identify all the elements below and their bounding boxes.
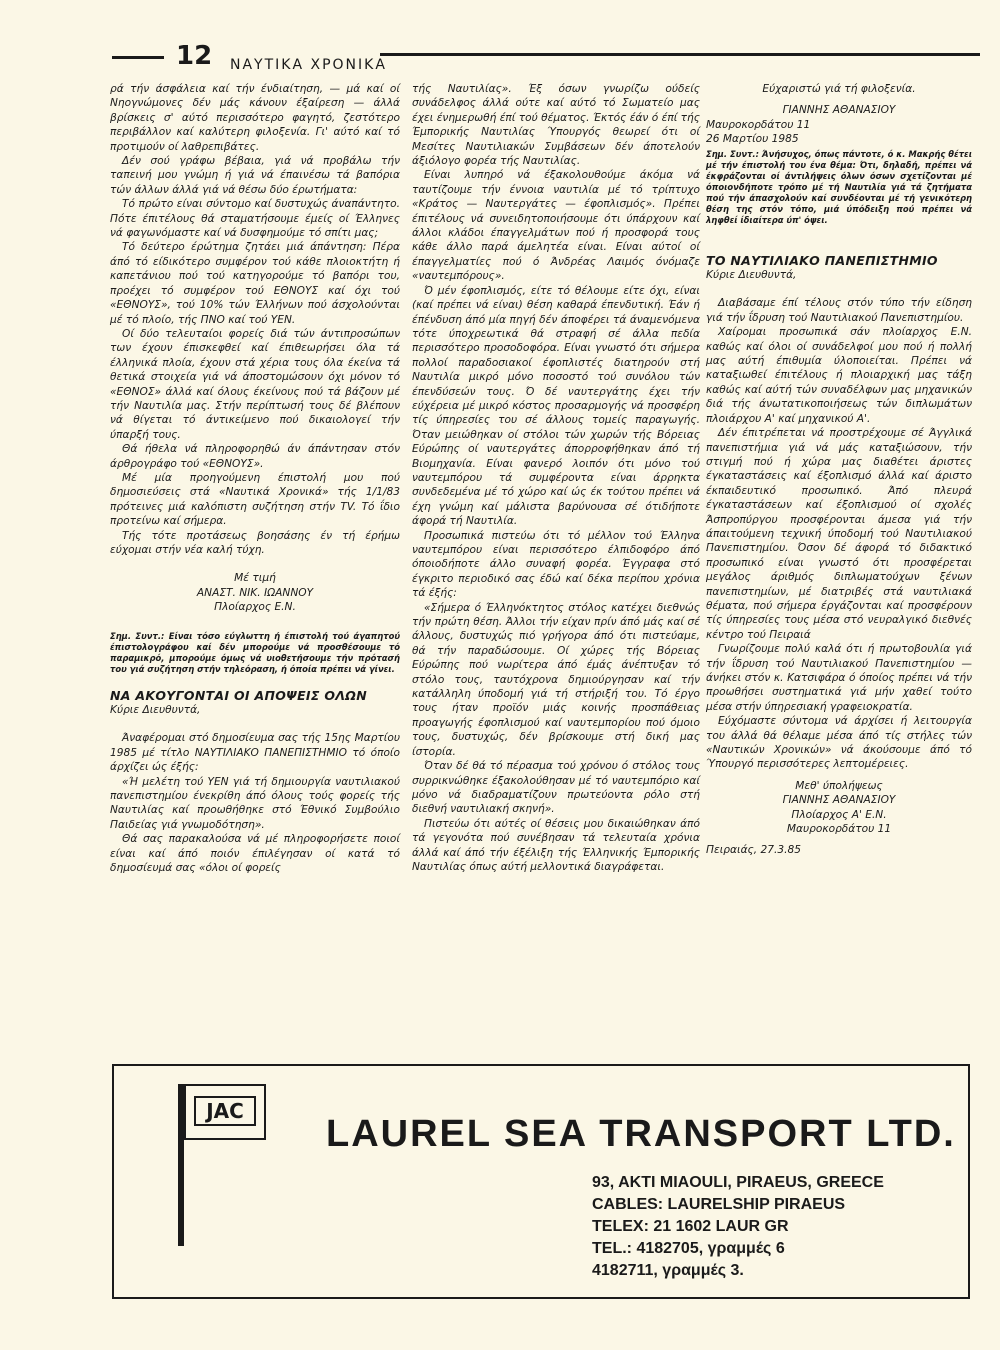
column-3 — [706, 82, 972, 858]
signature-name: ΓΙΑΝΝΗΣ ΑΘΑΝΑΣΙΟΥ — [782, 794, 896, 807]
signature-title: Πλοίαρχος Ε.Ν. — [214, 601, 296, 614]
paragraph: τής Ναυτιλίας». Έξ όσων γνωρίζω ούδείς συνάδελφος άλλά ούτε καί αύτό τό Σωματείο μας έχει ένημερωθή έπί τού θέματος. Έκτός έάν ό έπί τής Έμπορικής Ναυτιλίας Ύπουργός θεωρεί ότι οί Μεσίτες Ναυτιλιακών Συμβάσεων δέν άποτελούν άξιόλογο φορέα τής Ναυτιλίας. — [412, 83, 700, 168]
salutation: Κύριε Διευθυντά, — [110, 704, 201, 717]
paragraph: Δέν σού γράφω βέβαια, γιά νά προβάλω τήν ταπεινή μου γνώμη ή γιά νά έπαινέσω τά βαπόρια τών άλλων άλλά γιά νά θέσω δύο έρωτήματα: — [110, 155, 400, 196]
signature-address: Μαυροκορδάτου 11 — [786, 823, 892, 836]
paragraph: Πιστεύω ότι αύτές οί θέσεις μου δικαιώθηκαν άπό τά γεγονότα πού συνέβησαν τά τελευταία χρόνια άλλά καί άπό τήν έξέλιξη τής Έλληνικής Έμπορικής Ναυτιλίας όπως αύτή μελλοντικά διαγράφεται. — [412, 817, 700, 873]
letter-closing: Μέ τιμή — [234, 572, 276, 585]
company-tel-1: TEL.: 4182705, γραμμές 6 — [592, 1240, 785, 1257]
place-date: Πειραιάς, 27.3.85 — [706, 844, 801, 857]
signature-name: ΓΙΑΝΝΗΣ ΑΘΑΝΑΣΙΟΥ — [782, 104, 896, 117]
thanks-line: Εύχαριστώ γιά τή φιλοξενία. — [762, 83, 916, 95]
company-name: LAUREL SEA TRANSPORT LTD. — [326, 1113, 956, 1155]
paragraph: Γνωρίζουμε πολύ καλά ότι ή πρωτοβουλία γιά τήν ΐδρυση τού Ναυτιλιακού Πανεπιστημίου — άνήκει στόν κ. Κατσιφάρα ό όποίος πρέπει νά τήν προωθήσει συστηματικά γιά μήν χαθεί τούτο μέσα στήν ύπηρεσιακή γραφειοκρατία. — [706, 643, 972, 713]
signature-address: Μαυροκορδάτου 11 — [706, 118, 811, 131]
advertisement-box — [112, 1064, 970, 1299]
column-1 — [110, 82, 400, 876]
paragraph: Άναφέρομαι στό δημοσίευμα σας τής 15ης Μαρτίου 1985 μέ τίτλο ΝΑΥΤΙΛΙΑΚΟ ΠΑΝΕΠΙΣΤΗΜΙΟ τό όποίο άρχίζει ώς έξής: — [110, 732, 400, 774]
paragraph: Εύχόμαστε σύντομα νά άρχίσει ή λειτουργία του άλλά θά θέλαμε μέσα άπό τίς στήλες τών «Ναυτικών Χρονικών» νά άκούσουμε άπό τό Ύπουργό περισσότερες λεπτομέρειες. — [706, 715, 972, 771]
header-rule-right — [380, 53, 980, 56]
paragraph: Τό δεύτερο έρώτημα ζητάει μιά άπάντηση: Πέρα άπό τό είδικότερο συμφέρον τού κάθε πλοιοκτήτη ή καπετάνιου πού τού κατηγορούμε τό βαπόρι του, προέχει τό συμφέρον τού ΕΘΝΟΥΣ καί όχι τού «ΕΘΝΟΥΣ», τού 10% τών Έλλήνων πού άσχολούνται μέ τό πλοίο, τής ΠΝΟ καί τού ΥΕΝ. — [110, 241, 400, 326]
publication-title: ΝΑΥΤΙΚΑ ΧΡΟΝΙΚΑ — [230, 57, 387, 73]
salutation: Κύριε Διευθυντά, — [706, 269, 797, 282]
paragraph: Προσωπικά πιστεύω ότι τό μέλλον τού Έλληνα ναυτεμπόρου είναι περισσότερο έλπιδοφόρο άπό όποιοδήποτε άλλο συναφή φορέα. Έγγραφα στό έγκριτο περιοδικό σας έδώ καί δέκα περίπου χρόνια τά έξής: — [412, 529, 700, 600]
editor-note: Σημ. Συντ.: Είναι τόσο εύγλωττη ή έπιστολή τού άγαπητού έπιστολογράφου καί δέν μπορούμε νά προσθέσουμε τό παραμικρό, μπορούμε όμως νά υιοθετήσουμε τήν πρότασή του γιά συζήτηση στήν τηλεόραση, ή όποία πρέπει νά γίνει. — [110, 630, 400, 674]
header-rule-left — [112, 56, 164, 59]
signature-title: Πλοίαρχος Α' Ε.Ν. — [791, 808, 887, 821]
paragraph: Όταν δέ θά τό πέρασμα τού χρόνου ό στόλος τους συρρικνώθηκε έξακολούθησαν μέ τό ναυτεμπόριο καί μόνο νά διαδραματίζουν πρωτεύοντα ρόλο στή διεθνή ναυτιλιακή σκηνή». — [412, 760, 700, 816]
company-address: 93, AKTI MIAOULI, PIRAEUS, GREECE — [592, 1174, 884, 1191]
paragraph: ρά τήν άσφάλεια καί τήν ένδιαίτηση, — μά καί οί Νηογνώμονες δέν μάς κάνουν έξαίρεση — άλλά βρίσκεις σ' αύτό περισσότερο φαγητό, ζεστότερο περιβάλλον καί καλύτερη φιλοξενία. Γι' αύτό καί τό προτιμούν οί λαθρεπιβάτες. — [110, 83, 400, 153]
paragraph: Θά ήθελα νά πληροφορηθώ άν άπάντησαν στόν άρθρογράφο τού «ΕΘΝΟΥΣ». — [110, 443, 400, 470]
company-logo: JAC — [194, 1096, 256, 1126]
paragraph: Μέ μία προηγούμενη έπιστολή μου πού δημοσιεύσεις στά «Ναυτικά Χρονικά» τής 1/1/83 πρότεινες μιά καλόπιστη συζήτηση στήν TV. Τό ΐδιο προτείνω καί σήμερα. — [110, 471, 400, 528]
paragraph: Θά σας παρακαλούσα νά μέ πληροφορήσετε ποιοί είναι καί άπό ποιόν έπιλέγησαν οί κατά τό δημοσίευμά σας «όλοι οί φορείς — [110, 833, 400, 875]
editor-note: Σημ. Συντ.: Άνήσυχος, όπως πάντοτε, ό κ. Μακρής θέτει μέ τήν έπιστολή του ένα θέμα: Ότι, δηλαδή, πρέπει νά έκφράζονται οί άντιλήψεις όλων όσων σχετίζονται μέ όποιονδήποτε τρόπο μέ τή Ναυτιλία γιά τά ζητήματα πού τήν άπασχολούν καί συνδέονται μέ τή γενικότερη θέση της στόν τόπο, μιά ύπόδειξη πού πρέπει νά ληφθεί ίδιαίτερα ύπ' όψει. — [706, 148, 972, 225]
paragraph: Δέν έπιτρέπεται νά προστρέχουμε σέ Άγγλικά πανεπιστήμια γιά νά μάς καταξιώσουν, τήν στιγμή πού ή χώρα μας διαθέτει άριστες έγκαταστάσεις καί έξοπλισμό άλλά καί άριστο έκπαιδευτικό προσωπικό. Άπό πλευρά έγκαταστάσεων καί έξοπλισμού οί σχολές Άσπροπύργου προσφέρονται άμεσα γιά τήν άπαιτούμενη τεχνική ύποδομή τού Ναυτιλιακού Πανεπιστημίου. Όσον δέ άφορά τό διδακτικό προσωπικό είναι γνωστό ότι προσφέρεται μεγάλος άριθμός διπλωματούχων ξένων πανεπιστημίων, μέ διατριβές στά ναυτιλιακά θέματα, πού σήμερα έργάζονται καί προσφέρουν τίς ύπηρεσίες τους μέσα στό νευραλγικό διεθνές κέντρο τού Πειραιά — [706, 427, 972, 641]
page-number: 12 — [176, 41, 213, 71]
article-heading: ΝΑ ΑΚΟΥΓΟΝΤΑΙ ΟΙ ΑΠΟΨΕΙΣ ΟΛΩΝ — [110, 687, 367, 703]
paragraph: «Σήμερα ό Έλληνόκτητος στόλος κατέχει διεθνώς τήν πρώτη θέση. Άλλοι τήν είχαν πρίν άπό μάς καί σέ άλλους, δυστυχώς πιό γρήγορα άπό ότι πιστεύαμε, θά τήν παραδώσουμε. Οί χώρες τής Βόρειας Εύρώπης πού νωρίτερα άπό έμάς άνέπτυξαν τό στόλο τους, ταυτόχρονα δημιούργησαν καί τήν κατάλληλη ύποδομή γιά τή στήριξή του. Τό έργο τους ήταν προϊόν μιάς κοινής προσπάθειας προαγωγής έφοπλισμού καί ναυτεμπορίου πού όμοιο τους, δυστυχώς, δέν βρίσκουμε στή δική μας ίστορία. — [412, 601, 700, 758]
signature-name: ΑΝΑΣΤ. ΝΙΚ. ΙΩΑΝΝΟΥ — [196, 586, 314, 599]
paragraph: Τό πρώτο είναι σύντομο καί δυστυχώς άναπάντητο. Πότε έπιτέλους θά σταματήσουμε έμείς οί Έλληνες νά φαγωνόμαστε καί νά δυσφημούμε τό σπίτι μας; — [110, 198, 400, 240]
paragraph: Είναι λυπηρό νά έξακολουθούμε άκόμα νά ταυτίζουμε τήν έννοια ναυτιλία μέ τό τρίπτυχο «Κράτος — Ναυτεργάτες — έφοπλισμός». Πρέπει έπιτέλους νά συνειδητοποιήσουμε ότι ύπάρχουν καί άλλοι κλάδοι έπαγγελμάτων πού ή προσφορά τους κάθε άλλο παρά άμελητέα είναι. Είναι αύτοί οί έπαγγελματίες πού ό Άνδρέας Λαιμός όνόμαζε «ναυτεμπόρους». — [412, 169, 700, 283]
paragraph: «Ή μελέτη τού ΥΕΝ γιά τή δημιουργία ναυτιλιακού πανεπιστημίου ένεκρίθη άπό όλους τούς φορείς τής Ναυτιλίας καί προωθήθηκε στό Έθνικό Συμβούλιο Παιδείας γιά γνωμοδότηση». — [110, 775, 400, 831]
article-heading: ΤΟ ΝΑΥΤΙΛΙΑΚΟ ΠΑΝΕΠΙΣΤΗΜΙΟ — [706, 252, 938, 268]
paragraph: Τής τότε προτάσεως βοησάσης έν τή έρήμω εύχομαι στήν νέα καλή τύχη. — [110, 529, 400, 556]
company-telex: TELEX: 21 1602 LAUR GR — [592, 1218, 789, 1235]
contact-block — [592, 1172, 884, 1282]
page-header — [112, 42, 980, 82]
company-tel-2: 4182711, γραμμές 3. — [592, 1262, 744, 1279]
column-2 — [412, 82, 700, 874]
paragraph: Ό μέν έφοπλισμός, είτε τό θέλουμε είτε όχι, είναι (καί πρέπει νά είναι) θέση καθαρά έπενδυτική. Έάν ή έπένδυση άπό μία πηγή δέν άποφέρει τά άναμενόμενα τότε ύποχρεωτικά θά στραφή σέ άλλα πεδία περισσότερο προσοδοφόρα. Είναι γνωστό ότι σήμερα πολλοί παραδοσιακοί έφοπλιστές διατηρούν στή Ναυτιλία μικρό μόνο ποσοστό τού συνόλου τών έπενδύσεών τους. Ό δέ ναυτεργάτης έχει τήν εύχέρεια μέ μικρό κόστος προσαρμογής νά προσφέρη τίς ύπηρεσίες του σέ άλλους τομείς παραγωγής. Όταν μειώθηκαν οί στόλοι τών χωρών τής Βόρειας Εύρώπης οί ναυτεργάτες άπορροφήθηκαν άπό τή Βιομηχανία. Είναι φανερό λοιπόν ότι μόνο τού ναυτεμπόρου τά συμφέροντα είναι άρρηκτα συνδεδεμένα μέ τό χώρο καί ώς έκ τούτου πρέπει νά έχη γνώμη καί μάλιστα βαρύνουσα σέ ότιδήποτε άφορά τή Ναυτιλία. — [412, 284, 700, 528]
paragraph: Διαβάσαμε έπί τέλους στόν τύπο τήν είδηση γιά τήν ΐδρυση τού Ναυτιλιακού Πανεπιστημίου. — [706, 297, 972, 324]
paragraph: Χαίρομαι προσωπικά σάν πλοίαρχος Ε.Ν. καθώς καί όλοι οί συνάδελφοί μου πού ή πολλή μας αύτή έπιθυμία ύλοποιείται. Πρέπει νά καταξιωθεί έπιτέλους ή πλοιαρχική μας τάξη καθώς καί αύτή τών συναδέλφων μας μηχανικών διά τής άνωτατικοποιήσεως τών διπλωμάτων πλοιάρχου Α' καί μηχανικού Α'. — [706, 326, 972, 425]
letter-closing: Μεθ' ύπολήψεως — [795, 779, 883, 792]
flag-icon — [184, 1084, 266, 1140]
company-cables: CABLES: LAURELSHIP PIRAEUS — [592, 1196, 846, 1213]
signature-date: 26 Μαρτίου 1985 — [706, 133, 799, 146]
paragraph: Οί δύο τελευταίοι φορείς διά τών άντιπροσώπων των έχουν έπισκεφθεί καί έπιθεωρήσει όλα τά έλληνικά πλοία, έχουν στά χέρια τους όλα έκείνα τά θετικά στοιχεία γιά νά άποστομώσουν όχι μόνον τό «ΕΘΝΟΣ» άλλά καί όλους έκείνους πού τά βάζουν μέ τήν Ναυτιλία μας. Στήν περίπτωσή τους δέ βλέπουν νά θίγεται τό άντικείμενο πού δικαιολογεί τήν ύπαρξή τους. — [110, 327, 400, 441]
